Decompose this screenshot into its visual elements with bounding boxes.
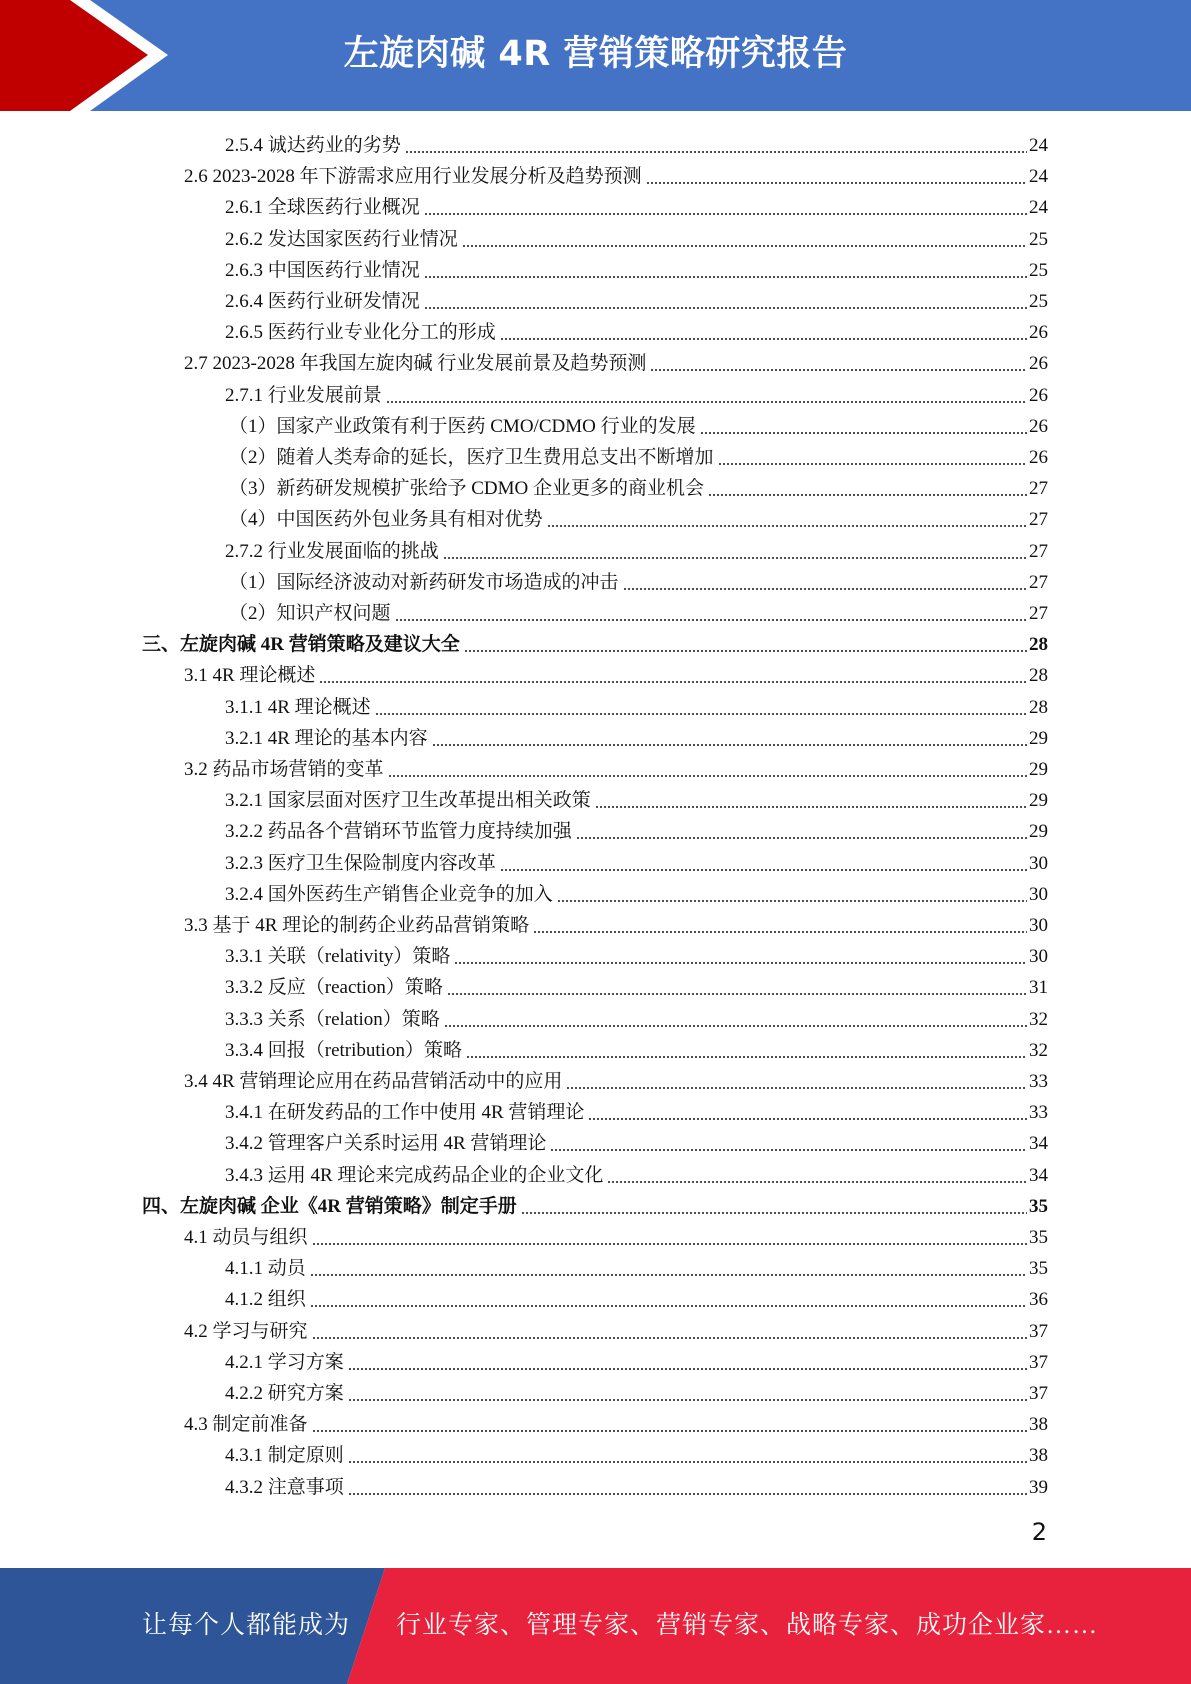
toc-entry-label: 3.2.1 4R 理论的基本内容 — [225, 727, 428, 749]
toc-entry[interactable] — [229, 408, 1048, 439]
toc-dot-leader — [348, 1461, 1027, 1463]
toc-entry-label: 2.6.2 发达国家医药行业情况 — [225, 228, 458, 250]
toc-dot-leader — [432, 744, 1027, 746]
toc-entry-label: 4.1.1 动员 — [225, 1258, 306, 1280]
toc-entry[interactable] — [184, 1313, 1048, 1344]
toc-dot-leader — [588, 1118, 1027, 1120]
toc-dot-leader — [447, 993, 1027, 995]
toc-entry[interactable] — [225, 876, 1048, 907]
toc-entry-page: 25 — [1029, 291, 1048, 312]
toc-dot-leader — [310, 1274, 1027, 1276]
toc-entry[interactable] — [225, 782, 1048, 813]
toc-entry-label: （1）国家产业政策有利于医药 CMO/CDMO 行业的发展 — [229, 415, 696, 437]
page-footer — [0, 1568, 1191, 1684]
toc-entry-page: 26 — [1029, 353, 1048, 375]
toc-dot-leader — [443, 557, 1027, 559]
toc-entry-label: 4.2.1 学习方案 — [225, 1351, 344, 1373]
toc-entry[interactable] — [229, 501, 1048, 532]
toc-entry-page: 24 — [1029, 135, 1048, 156]
toc-dot-leader — [319, 681, 1027, 683]
toc-entry[interactable] — [225, 314, 1048, 345]
toc-entry[interactable] — [225, 1281, 1048, 1312]
toc-entry-page: 34 — [1029, 1164, 1048, 1186]
toc-entry-label: 2.5.4 诚达药业的劣势 — [225, 135, 401, 156]
toc-entry-page: 27 — [1029, 603, 1048, 624]
toc-dot-leader — [521, 1212, 1027, 1214]
toc-entry-page: 28 — [1029, 634, 1048, 656]
toc-dot-leader — [650, 369, 1027, 371]
toc-entry-page: 35 — [1029, 1227, 1048, 1248]
toc-entry[interactable] — [225, 533, 1048, 564]
toc-entry-label: 3.3.4 回报（retribution）策略 — [225, 1039, 462, 1061]
toc-entry[interactable] — [184, 1063, 1048, 1094]
toc-entry-page: 35 — [1029, 1258, 1048, 1280]
toc-entry-page: 29 — [1029, 759, 1048, 780]
toc-entry[interactable] — [184, 1406, 1048, 1437]
toc-entry-label: 2.6.3 中国医药行业情况 — [225, 259, 420, 281]
toc-entry-label: 3.2.3 医疗卫生保险制度内容改革 — [225, 852, 496, 874]
toc-entry-label: 2.6.1 全球医药行业概况 — [225, 197, 420, 219]
toc-entry-label: 2.7 2023-2028 年我国左旋肉碱 行业发展前景及趋势预测 — [184, 353, 647, 375]
toc-entry[interactable] — [225, 1437, 1048, 1468]
toc-entry-page: 37 — [1029, 1383, 1048, 1404]
toc-entry-page: 24 — [1029, 197, 1048, 219]
toc-entry-page: 38 — [1029, 1414, 1048, 1436]
toc-entry[interactable] — [225, 1344, 1048, 1375]
toc-entry-page: 38 — [1029, 1445, 1048, 1467]
toc-entry-label: 2.6.4 医药行业研发情况 — [225, 291, 420, 312]
toc-entry[interactable] — [225, 813, 1048, 844]
toc-dot-leader — [454, 962, 1027, 964]
toc-entry-page: 30 — [1029, 883, 1048, 905]
toc-entry-label: 3.2.4 国外医药生产销售企业竞争的加入 — [225, 883, 553, 905]
toc-entry-page: 26 — [1029, 447, 1048, 468]
toc-dot-leader — [595, 806, 1027, 808]
toc-entry-label: 4.1 动员与组织 — [184, 1227, 308, 1248]
toc-entry[interactable] — [225, 1375, 1048, 1406]
toc-entry-page: 31 — [1029, 977, 1048, 999]
toc-entry-label: 2.7.1 行业发展前景 — [225, 384, 382, 406]
toc-entry-label: 2.6.5 医药行业专业化分工的形成 — [225, 322, 496, 344]
toc-entry[interactable] — [225, 1125, 1048, 1156]
toc-entry[interactable] — [184, 1219, 1048, 1250]
toc-entry-label: （2）随着人类寿命的延长，医疗卫生费用总支出不断增加 — [229, 447, 714, 468]
toc-dot-leader — [310, 1305, 1027, 1307]
toc-dot-leader — [424, 213, 1027, 215]
toc-entry-page: 33 — [1029, 1102, 1048, 1124]
toc-entry-page: 30 — [1029, 915, 1048, 936]
toc-dot-leader — [388, 775, 1027, 777]
toc-entry-page: 32 — [1029, 1039, 1048, 1061]
toc-entry-page: 25 — [1029, 228, 1048, 250]
toc-entry-page: 28 — [1029, 696, 1048, 718]
toc-entry-page: 35 — [1029, 1195, 1048, 1217]
toc-entry[interactable] — [225, 1094, 1048, 1125]
toc-entry-label: 3.4.3 运用 4R 理论来完成药品企业的企业文化 — [225, 1164, 604, 1186]
toc-entry-label: 4.3.1 制定原则 — [225, 1445, 344, 1467]
toc-entry-label: 4.1.2 组织 — [225, 1289, 306, 1311]
toc-dot-leader — [312, 1430, 1027, 1432]
toc-entry-page: 29 — [1029, 821, 1048, 843]
toc-entry-page: 30 — [1029, 946, 1048, 968]
toc-entry-label: 四、左旋肉碱 企业《4R 营销策略》制定手册 — [142, 1195, 517, 1217]
toc-dot-leader — [375, 713, 1027, 715]
toc-entry-label: 3.4.1 在研发药品的工作中使用 4R 营销理论 — [225, 1102, 585, 1124]
toc-entry[interactable] — [142, 1188, 1048, 1219]
toc-dot-leader — [607, 1181, 1027, 1183]
toc-dot-leader — [424, 276, 1027, 278]
toc-dot-leader — [500, 338, 1027, 340]
toc-entry-label: 2.7.2 行业发展面临的挑战 — [225, 540, 439, 562]
footer-slogan-right: 行业专家、管理专家、营销专家、战略专家、成功企业家…… — [396, 1612, 1099, 1639]
toc-entry-label: 三、左旋肉碱 4R 营销策略及建议大全 — [142, 634, 460, 656]
toc-entry-page: 33 — [1029, 1071, 1048, 1092]
toc-dot-leader — [386, 401, 1027, 403]
toc-entry-page: 27 — [1029, 478, 1048, 500]
toc-dot-leader — [500, 869, 1027, 871]
toc-dot-leader — [444, 1025, 1027, 1027]
toc-entry-label: 4.3.2 注意事项 — [225, 1476, 344, 1498]
toc-entry[interactable] — [225, 938, 1048, 969]
toc-dot-leader — [547, 525, 1027, 527]
page-header — [0, 0, 1191, 111]
toc-dot-leader — [557, 900, 1027, 902]
toc-entry-label: （2）知识产权问题 — [229, 603, 391, 624]
toc-entry-label: （1）国际经济波动对新药研发市场造成的冲击 — [229, 571, 619, 593]
toc-entry[interactable] — [229, 595, 1048, 626]
toc-entry-page: 36 — [1029, 1289, 1048, 1311]
toc-entry-label: 4.3 制定前准备 — [184, 1414, 308, 1436]
toc-entry-label: 4.2 学习与研究 — [184, 1320, 308, 1342]
toc-entry[interactable] — [229, 439, 1048, 470]
toc-entry[interactable] — [225, 283, 1048, 314]
toc-entry-page: 28 — [1029, 665, 1048, 687]
toc-entry-page: 27 — [1029, 540, 1048, 562]
toc-entry[interactable] — [184, 751, 1048, 782]
toc-entry[interactable] — [225, 252, 1048, 283]
toc-entry[interactable] — [142, 626, 1048, 657]
toc-dot-leader — [466, 1056, 1027, 1058]
toc-entry[interactable] — [225, 1032, 1048, 1063]
toc-dot-leader — [550, 1149, 1027, 1151]
toc-dot-leader — [405, 151, 1027, 153]
toc-entry[interactable] — [225, 845, 1048, 876]
toc-dot-leader — [718, 463, 1027, 465]
toc-entry-label: 3.3.3 关系（relation）策略 — [225, 1008, 440, 1030]
toc-dot-leader — [395, 619, 1027, 621]
toc-dot-leader — [576, 837, 1027, 839]
toc-entry-page: 27 — [1029, 509, 1048, 531]
toc-entry[interactable] — [184, 345, 1048, 376]
toc-dot-leader — [566, 1087, 1027, 1089]
toc-entry[interactable] — [229, 564, 1048, 595]
toc-entry-label: （3）新药研发规模扩张给予 CDMO 企业更多的商业机会 — [229, 478, 705, 500]
toc-entry[interactable] — [225, 127, 1048, 158]
toc-dot-leader — [312, 1243, 1027, 1245]
page-number: 2 — [1031, 1518, 1047, 1546]
toc-entry-page: 30 — [1029, 852, 1048, 874]
toc-dot-leader — [424, 307, 1027, 309]
toc-entry-label: 3.2.1 国家层面对医疗卫生改革提出相关政策 — [225, 790, 591, 812]
toc-entry-page: 25 — [1029, 259, 1048, 281]
footer-slogan-left: 让每个人都能成为 — [142, 1612, 351, 1639]
toc-entry-page: 39 — [1029, 1476, 1048, 1498]
toc-entry-page: 37 — [1029, 1351, 1048, 1373]
toc-entry[interactable] — [225, 1001, 1048, 1032]
toc-entry[interactable] — [225, 720, 1048, 751]
toc-entry-label: 3.4.2 管理客户关系时运用 4R 营销理论 — [225, 1133, 547, 1155]
toc-entry-label: 3.3.1 关联（relativity）策略 — [225, 946, 451, 968]
toc-entry-page: 37 — [1029, 1320, 1048, 1342]
toc-entry[interactable] — [225, 969, 1048, 1000]
toc-entry[interactable] — [184, 657, 1048, 688]
toc-entry-page: 29 — [1029, 790, 1048, 812]
toc-entry[interactable] — [225, 689, 1048, 720]
toc-entry[interactable] — [225, 377, 1048, 408]
toc-entry-page: 26 — [1029, 415, 1048, 437]
toc-entry[interactable] — [225, 1250, 1048, 1281]
toc-dot-leader — [708, 494, 1027, 496]
toc-entry-label: 3.2.2 药品各个营销环节监管力度持续加强 — [225, 821, 572, 843]
toc-entry-page: 26 — [1029, 384, 1048, 406]
toc-dot-leader — [312, 1337, 1027, 1339]
toc-entry-page: 26 — [1029, 322, 1048, 344]
toc-entry-label: 3.1.1 4R 理论概述 — [225, 696, 371, 718]
toc-entry[interactable] — [184, 907, 1048, 938]
toc-entry-page: 24 — [1029, 166, 1048, 188]
toc-entry[interactable] — [225, 221, 1048, 252]
toc-entry[interactable] — [229, 470, 1048, 501]
toc-dot-leader — [348, 1368, 1027, 1370]
toc-dot-leader — [462, 245, 1027, 247]
toc-entry-page: 29 — [1029, 727, 1048, 749]
toc-entry-label: 3.2 药品市场营销的变革 — [184, 759, 384, 780]
toc-entry-label: 3.1 4R 理论概述 — [184, 665, 316, 687]
toc-entry-label: （4）中国医药外包业务具有相对优势 — [229, 509, 543, 531]
toc-dot-leader — [464, 650, 1027, 652]
toc-entry[interactable] — [225, 1469, 1048, 1500]
toc-entry-page: 34 — [1029, 1133, 1048, 1155]
toc-entry[interactable] — [225, 1157, 1048, 1188]
toc-entry-label: 3.3 基于 4R 理论的制药企业药品营销策略 — [184, 915, 530, 936]
toc-dot-leader — [533, 931, 1027, 933]
toc-dot-leader — [348, 1399, 1027, 1401]
toc-entry-label: 3.4 4R 营销理论应用在药品营销活动中的应用 — [184, 1071, 563, 1092]
toc-entry-label: 3.3.2 反应（reaction）策略 — [225, 977, 443, 999]
toc-dot-leader — [623, 588, 1027, 590]
toc-entry-page: 32 — [1029, 1008, 1048, 1030]
toc-dot-leader — [348, 1493, 1027, 1495]
toc-dot-leader — [700, 432, 1027, 434]
toc-entry-page: 27 — [1029, 571, 1048, 593]
toc-entry[interactable] — [184, 158, 1048, 189]
toc-entry[interactable] — [225, 189, 1048, 220]
toc-entry-label: 2.6 2023-2028 年下游需求应用行业发展分析及趋势预测 — [184, 166, 642, 188]
report-title: 左旋肉碱 4R 营销策略研究报告 — [343, 34, 848, 74]
toc-entry-label: 4.2.2 研究方案 — [225, 1383, 344, 1404]
toc-dot-leader — [646, 182, 1027, 184]
